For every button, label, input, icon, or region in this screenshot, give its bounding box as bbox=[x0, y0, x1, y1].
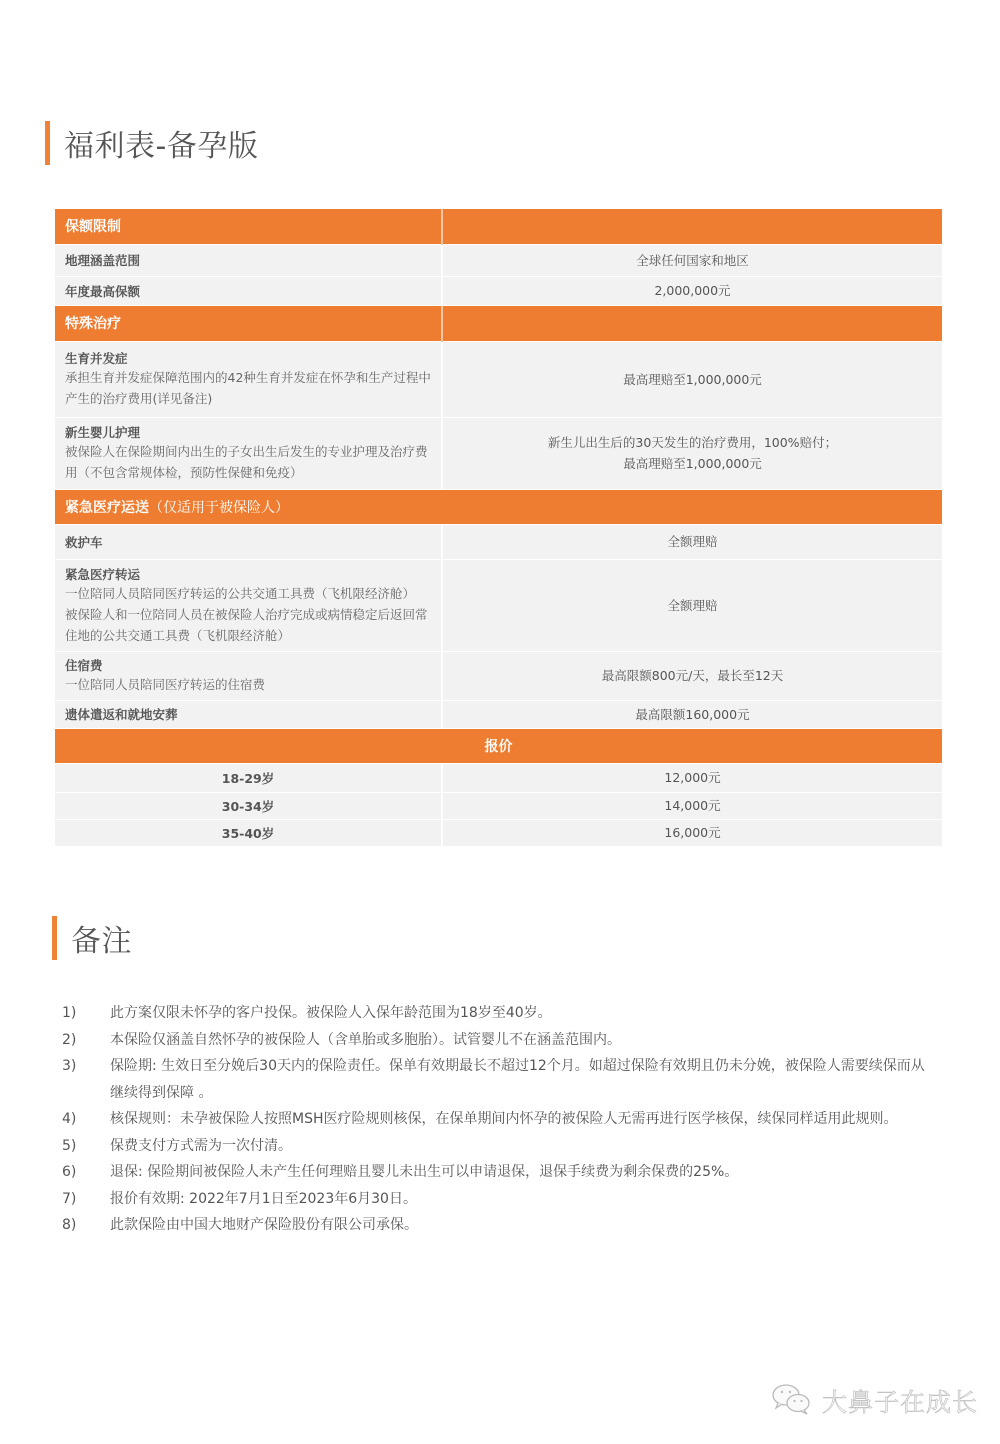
note-text: 保险期: 生效日至分娩后30天内的保险责任。保单有效期最长不超过12个月。如超过保险有效期且仍未分娩，被保险人需要续保而从继续得到保障 。 bbox=[110, 1058, 925, 1101]
note-number: 2) bbox=[62, 1031, 77, 1048]
price-row bbox=[55, 819, 942, 846]
row-title: 新生婴儿护理 bbox=[65, 425, 141, 440]
note-item bbox=[62, 1106, 932, 1133]
row-value: 2,000,000元 bbox=[442, 276, 942, 305]
section-header-label: 紧急医疗运送 bbox=[65, 499, 149, 516]
benefit-table bbox=[55, 209, 942, 847]
note-item bbox=[62, 1186, 932, 1213]
watermark-text: 大鼻子在成长 bbox=[822, 1388, 979, 1417]
row-title: 紧急医疗转运 bbox=[65, 566, 141, 582]
section-header-pricing bbox=[55, 728, 942, 763]
note-number: 3) bbox=[62, 1058, 77, 1074]
accent-bar bbox=[52, 916, 57, 960]
section-header-emergency-transport bbox=[55, 489, 942, 524]
table-row bbox=[55, 700, 942, 728]
age-range: 18-29岁 bbox=[55, 763, 442, 792]
section-header-label: 报价 bbox=[55, 728, 942, 763]
note-item bbox=[62, 1212, 932, 1239]
row-title: 生育并发症 bbox=[65, 351, 128, 366]
note-number: 6) bbox=[62, 1164, 77, 1180]
accent-bar bbox=[45, 121, 50, 165]
wechat-icon bbox=[770, 1382, 814, 1420]
row-value: 新生儿出生后的30天发生的治疗费用，100%赔付； bbox=[547, 435, 838, 450]
price-row bbox=[55, 763, 942, 792]
notes-title: 备注 bbox=[71, 924, 132, 959]
age-range: 35-40岁 bbox=[55, 819, 442, 846]
table-row bbox=[55, 559, 942, 651]
price-value: 14,000元 bbox=[442, 792, 942, 819]
row-description: 承担生育并发症保障范围内的42种生育并发症在怀孕和生产过程中产生的治疗费用(详见备注) bbox=[65, 370, 431, 406]
note-number: 1) bbox=[62, 1005, 77, 1021]
table-row bbox=[55, 524, 942, 559]
table-row bbox=[55, 341, 942, 417]
row-title: 救护车 bbox=[65, 534, 103, 550]
watermark bbox=[770, 1382, 978, 1420]
row-title: 年度最高保额 bbox=[65, 283, 141, 299]
note-text: 保费支付方式需为一次付清。 bbox=[110, 1137, 292, 1154]
row-title: 遗体遣返和就地安葬 bbox=[65, 707, 178, 722]
note-text: 核保规则：未孕被保险人按照MSH医疗险规则核保，在保单期间内怀孕的被保险人无需再进行医学核保，续保同样适用此规则。 bbox=[110, 1111, 898, 1127]
note-item bbox=[62, 1027, 932, 1054]
row-value: 全额理赔 bbox=[442, 524, 942, 559]
table-row bbox=[55, 651, 942, 700]
price-value: 16,000元 bbox=[442, 819, 942, 846]
section-header-empty bbox=[442, 209, 942, 244]
note-text: 报价有效期: 2022年7月1日至2023年6月30日。 bbox=[110, 1190, 417, 1207]
row-value-line2: 最高理赔至1,000,000元 bbox=[623, 456, 762, 471]
row-title: 地理涵盖范围 bbox=[65, 253, 141, 268]
row-value: 最高理赔至1,000,000元 bbox=[442, 341, 942, 417]
notes-list bbox=[62, 1000, 932, 1239]
section-header-special-treatment bbox=[55, 305, 942, 341]
section-header-label: 保额限制 bbox=[55, 209, 442, 244]
row-value: 全额理赔 bbox=[442, 559, 942, 651]
row-description: 一位陪同人员陪同医疗转运的公共交通工具费（飞机限经济舱） bbox=[65, 585, 416, 601]
row-title: 住宿费 bbox=[65, 658, 103, 673]
note-number: 7) bbox=[62, 1190, 77, 1207]
age-range: 30-34岁 bbox=[55, 792, 442, 819]
row-description: 一位陪同人员陪同医疗转运的住宿费 bbox=[65, 677, 266, 692]
table-row bbox=[55, 244, 942, 276]
section-header-label: 特殊治疗 bbox=[55, 305, 442, 341]
table-row bbox=[55, 276, 942, 305]
table-row bbox=[55, 417, 942, 489]
note-item bbox=[62, 1000, 932, 1027]
section-header-coverage-limit bbox=[55, 209, 942, 244]
page-title: 福利表-备孕版 bbox=[64, 129, 259, 164]
notes-heading bbox=[52, 916, 132, 960]
section-header-note: （仅适用于被保险人） bbox=[149, 499, 289, 516]
note-number: 5) bbox=[62, 1137, 77, 1154]
note-item bbox=[62, 1053, 932, 1106]
row-value: 最高限额800元/天，最长至12天 bbox=[442, 651, 942, 700]
row-description-2: 被保险人和一位陪同人员在被保险人治疗完成或病情稳定后返回常住地的公共交通工具费（飞机限经济舱） bbox=[65, 606, 428, 643]
note-text: 此方案仅限未怀孕的客户投保。被保险人入保年龄范围为18岁至40岁。 bbox=[110, 1005, 552, 1021]
price-value: 12,000元 bbox=[442, 763, 942, 792]
note-item bbox=[62, 1159, 932, 1186]
note-text: 退保: 保险期间被保险人未产生任何理赔且婴儿未出生可以申请退保，退保手续费为剩余保费的25%。 bbox=[110, 1164, 739, 1180]
note-item bbox=[62, 1133, 932, 1160]
row-description: 被保险人在保险期间内出生的子女出生后发生的专业护理及治疗费用（不包含常规体检，预防性保健和免疫） bbox=[65, 444, 428, 480]
row-value: 全球任何国家和地区 bbox=[442, 244, 942, 276]
note-text: 此款保险由中国大地财产保险股份有限公司承保。 bbox=[110, 1217, 418, 1233]
note-number: 8) bbox=[62, 1217, 77, 1233]
price-row bbox=[55, 792, 942, 819]
section-header-empty bbox=[442, 305, 942, 341]
row-value: 最高限额160,000元 bbox=[442, 700, 942, 728]
note-text: 本保险仅涵盖自然怀孕的被保险人（含单胎或多胞胎）。试管婴儿不在涵盖范围内。 bbox=[110, 1031, 621, 1048]
page-title-heading bbox=[45, 121, 258, 165]
note-number: 4) bbox=[62, 1111, 77, 1127]
